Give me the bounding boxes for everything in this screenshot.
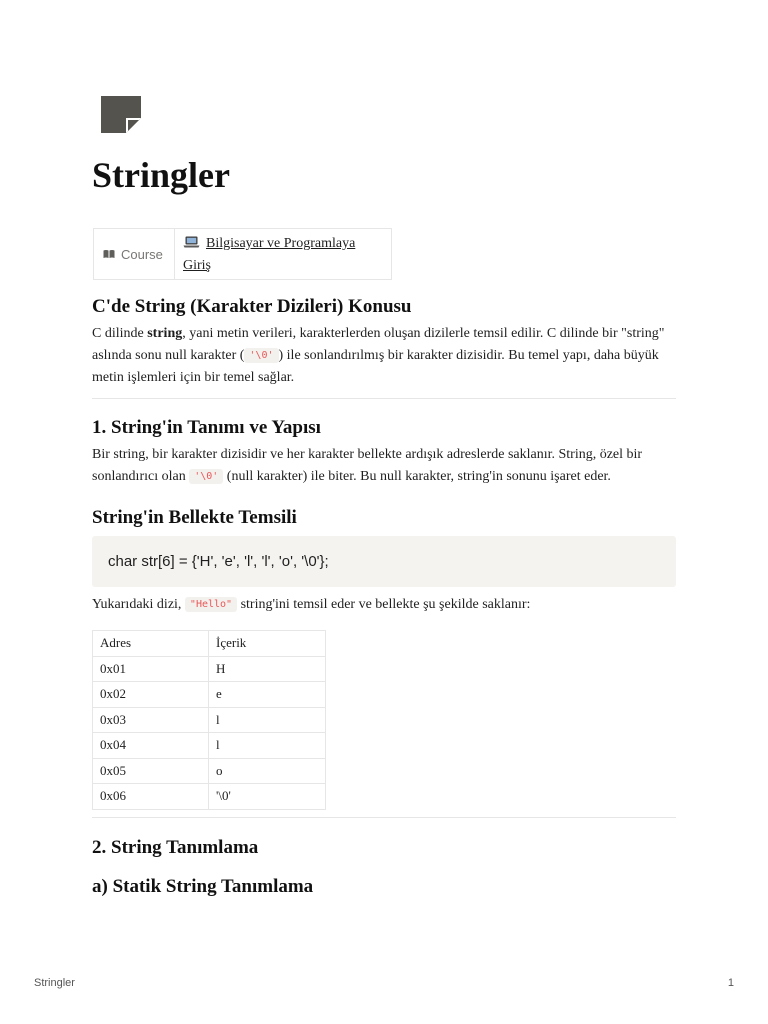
table-cell: 0x01 <box>93 656 209 682</box>
table-cell: l <box>209 733 326 759</box>
inline-code: '\0' <box>244 348 278 363</box>
page-title: Stringler <box>92 155 230 195</box>
property-key-label: Course <box>121 246 163 262</box>
table-header-cell: İçerik <box>209 631 326 657</box>
course-link[interactable]: Bilgisayar ve Programlaya Giriş <box>183 236 356 273</box>
properties-table <box>93 228 392 280</box>
divider <box>92 817 676 818</box>
code-block[interactable]: char str[6] = {'H', 'e', 'l', 'l', 'o', '\0'}; <box>92 536 676 587</box>
table-row <box>93 758 326 784</box>
table-cell: e <box>209 682 326 708</box>
note-page-icon <box>100 95 142 133</box>
book-icon <box>103 249 115 259</box>
paragraph-s1: C dilinde string, yani metin verileri, karakterlerden oluşan dizilerle temsil edilir. C dilinde bir "string" aslında sonu null karakter ( '\0' ) ile sonlandırılmış bir karakter dizisidir. Bu temel yapı, daha büyük metin işlemleri için bir temel sağlar. <box>92 326 665 385</box>
table-cell: l <box>209 707 326 733</box>
table-cell: 0x05 <box>93 758 209 784</box>
heading-s2: 1. String'in Tanımı ve Yapısı <box>92 417 321 438</box>
memory-table <box>92 630 326 810</box>
table-cell: 0x06 <box>93 784 209 810</box>
inline-code: '\0' <box>189 469 223 484</box>
table-cell: o <box>209 758 326 784</box>
table-row <box>93 682 326 708</box>
footer-page-number: 1 <box>727 977 734 989</box>
laptop-icon <box>183 236 200 248</box>
table-cell: 0x02 <box>93 682 209 708</box>
divider <box>92 398 676 399</box>
table-row <box>93 707 326 733</box>
paragraph-s3: Yukarıdaki dizi, "Hello" string'ini temsil eder ve bellekte şu şekilde saklanır: <box>92 597 531 612</box>
paragraph-s2: Bir string, bir karakter dizisidir ve her karakter bellekte ardışık adreslerde saklanır. String, özel bir sonlandırıcı olan '\0' (null karakter) ile biter. Bu null karakter, string'in sonunu işaret eder. <box>92 447 643 484</box>
table-row <box>93 784 326 810</box>
property-value-course[interactable] <box>175 229 391 279</box>
heading-s4: 2. String Tanımlama <box>92 836 259 858</box>
table-row <box>93 733 326 759</box>
table-cell: '\0' <box>209 784 326 810</box>
table-cell: 0x04 <box>93 733 209 759</box>
heading-s3: String'in Bellekte Temsili <box>92 507 297 528</box>
footer-doc-title: Stringler <box>34 977 75 989</box>
table-header-cell: Adres <box>93 631 209 657</box>
inline-code: "Hello" <box>185 597 237 612</box>
property-key-course <box>94 229 175 279</box>
page-content <box>92 296 676 898</box>
heading-s5: a) Statik String Tanımlama <box>92 875 314 897</box>
table-cell: 0x03 <box>93 707 209 733</box>
table-cell: H <box>209 656 326 682</box>
bold-term: string <box>147 326 183 341</box>
table-row <box>93 656 326 682</box>
table-header-row <box>93 631 326 657</box>
heading-s1: C'de String (Karakter Dizileri) Konusu <box>92 296 412 317</box>
